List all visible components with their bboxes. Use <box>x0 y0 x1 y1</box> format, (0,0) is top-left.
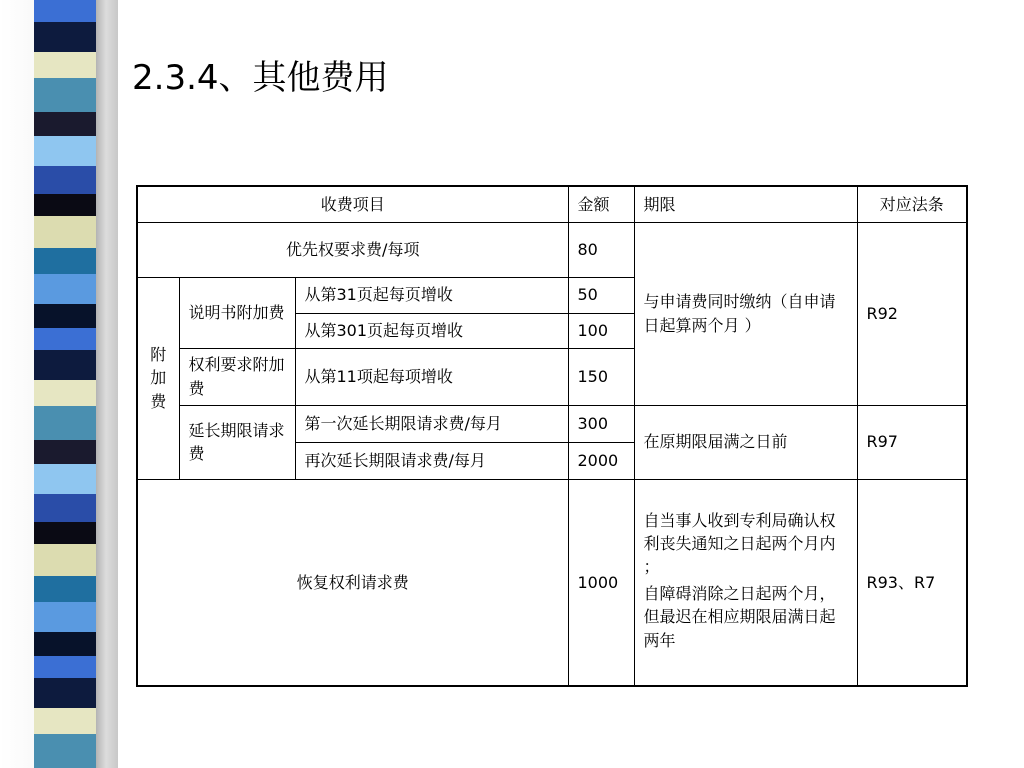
stripe-band <box>34 52 96 78</box>
stripe-band <box>34 602 96 632</box>
stripe-band <box>34 734 96 768</box>
header-deadline: 期限 <box>634 186 857 222</box>
priority-item: 优先权要求费/每项 <box>137 222 568 277</box>
stripe-band <box>34 166 96 194</box>
stripe-band <box>34 22 96 52</box>
restoration-law: R93、R7 <box>857 479 967 686</box>
header-law: 对应法条 <box>857 186 967 222</box>
stripe-band <box>34 494 96 522</box>
desc-fee-amount: 50 <box>568 277 634 313</box>
stripe-band <box>34 112 96 136</box>
surcharge-group-label <box>137 277 179 479</box>
extension-fee-item: 再次延长期限请求费/每月 <box>295 442 568 479</box>
extension-fee-amount: 2000 <box>568 442 634 479</box>
stripe-band <box>34 350 96 380</box>
surcharge-group-text: 附加费 <box>150 345 167 411</box>
stripe-band <box>34 136 96 166</box>
stripe-band <box>34 632 96 656</box>
stripe-band <box>34 78 96 112</box>
stripe-band <box>34 522 96 544</box>
stripe-band <box>34 406 96 440</box>
stripe-band <box>34 656 96 678</box>
priority-law: R92 <box>857 222 967 405</box>
fee-table <box>136 185 968 687</box>
table-row <box>137 405 967 442</box>
stripe-band <box>34 194 96 216</box>
restoration-amount: 1000 <box>568 479 634 686</box>
desc-fee-item: 从第31页起每页增收 <box>295 277 568 313</box>
stripe-band <box>34 304 96 328</box>
stripe-band <box>34 678 96 708</box>
extension-fee-label: 延长期限请求费 <box>179 405 295 479</box>
stripe-band <box>34 380 96 406</box>
stripe-band <box>34 440 96 464</box>
header-item: 收费项目 <box>137 186 568 222</box>
restoration-deadline-2: 自障碍消除之日起两个月，但最迟在相应期限届满日起两年 <box>643 584 836 650</box>
claim-fee-item: 从第11项起每项增收 <box>295 348 568 405</box>
stripe-band <box>34 248 96 274</box>
extension-law: R97 <box>857 405 967 479</box>
extension-deadline: 在原期限届满之日前 <box>634 405 857 479</box>
stripe-band <box>34 576 96 602</box>
header-row <box>137 186 967 222</box>
claim-fee-label: 权利要求附加费 <box>179 348 295 405</box>
table-row <box>137 479 967 686</box>
extension-fee-item: 第一次延长期限请求费/每月 <box>295 405 568 442</box>
table-row <box>137 222 967 277</box>
claim-fee-amount: 150 <box>568 348 634 405</box>
restoration-deadline-1: 自当事人收到专利局确认权利丧失通知之日起两个月内 ； <box>643 510 836 577</box>
restoration-item: 恢复权利请求费 <box>137 479 568 686</box>
desc-fee-item: 从第301页起每页增收 <box>295 313 568 348</box>
extension-fee-amount: 300 <box>568 405 634 442</box>
stripe-band <box>34 216 96 248</box>
stripe-band <box>34 328 96 350</box>
stripe-band <box>34 544 96 576</box>
desc-fee-amount: 100 <box>568 313 634 348</box>
stripe-band <box>34 274 96 304</box>
priority-deadline: 与申请费同时缴纳（自申请日起算两个月 ） <box>634 222 857 405</box>
desc-fee-label: 说明书附加费 <box>179 277 295 348</box>
restoration-deadline <box>634 479 857 686</box>
priority-amount: 80 <box>568 222 634 277</box>
header-amount: 金额 <box>568 186 634 222</box>
stripe-band <box>34 708 96 734</box>
stripe-band <box>34 0 96 22</box>
decorative-stripe <box>0 0 118 768</box>
stripe-band <box>34 464 96 494</box>
slide-title: 2.3.4、其他费用 <box>132 58 389 98</box>
stripe-shadow <box>96 0 106 768</box>
